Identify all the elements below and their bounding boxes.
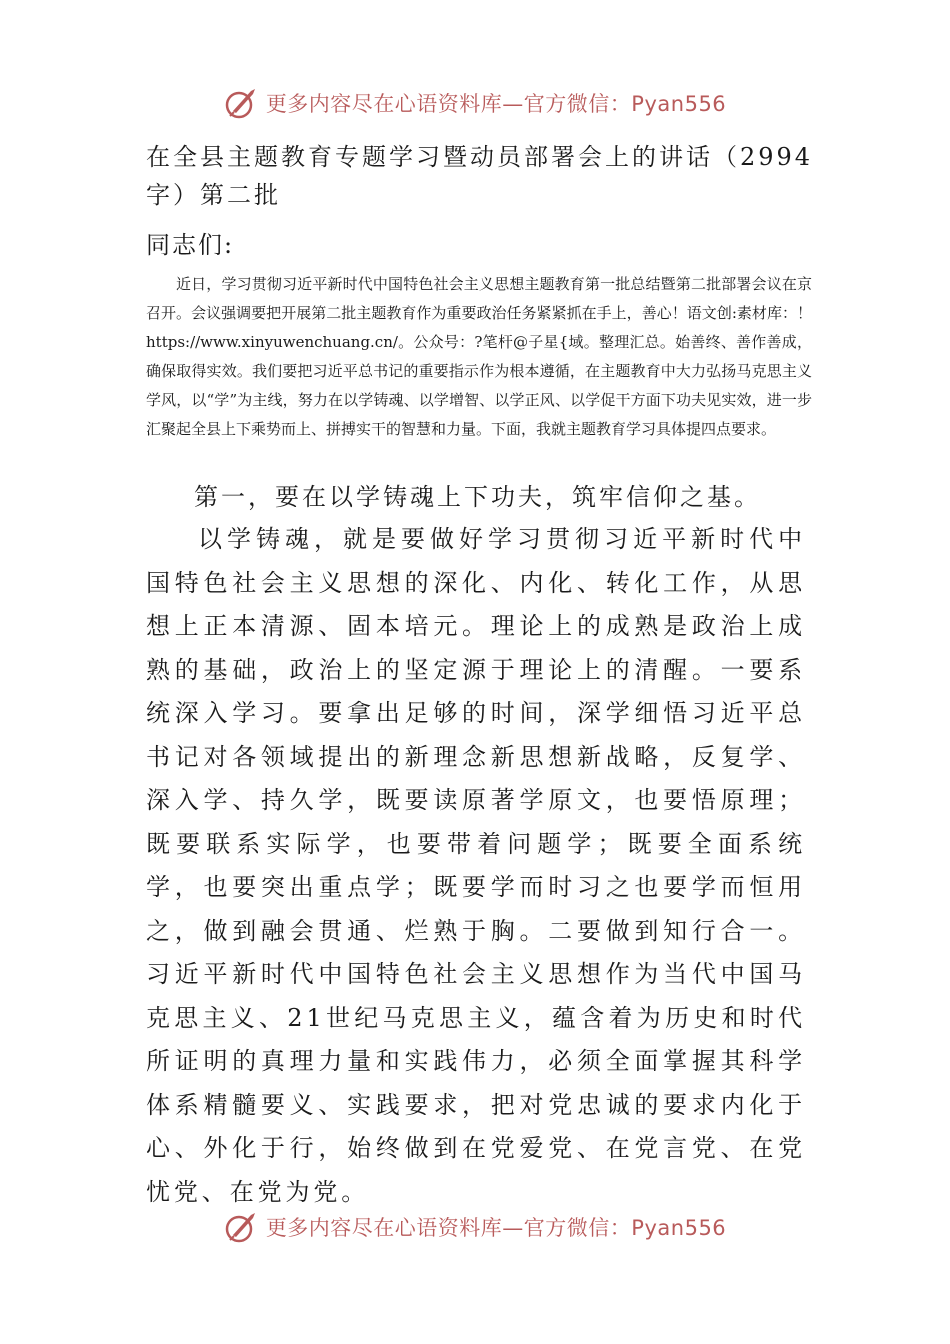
footer-banner [0, 1202, 950, 1252]
quill-pen-logo-icon [224, 85, 260, 121]
intro-paragraph: 近日，学习贯彻习近平新时代中国特色社会主义思想主题教育第一批总结暨第二批部署会议在京召开。会议强调要把开展第二批主题教育作为重要政治任务紧紧抓在手上，善心！语文创:素材库：！https://www.xinyuwenchuang.cn/。公众号：?笔杆@子星{域。整理汇总。始善终、善作善成，确保取得实效。我们要把习近平总书记的重要指示作为根本遵循，在主题教育中大力弘扬马克思主义学风，以“学”为主线，努力在以学铸魂、以学增智、以学正风、以学促干方面下功夫见实效，进一步汇聚起全县上下乘势而上、拼搏实干的智慧和力量。下面，我就主题教育学习具体提四点要求。 [146, 275, 812, 438]
header-banner [0, 78, 950, 128]
header-banner-text: 更多内容尽在心语资料库—官方微信：Pyan556 [265, 92, 727, 116]
footer-banner-text: 更多内容尽在心语资料库—官方微信：Pyan556 [265, 1216, 727, 1240]
document-title: 在全县主题教育专题学习暨动员部署会上的讲话（2994字）第二批 [146, 143, 814, 209]
body-paragraph: 以学铸魂，就是要做好学习贯彻习近平新时代中国特色社会主义思想的深化、内化、转化工作，从思想上正本清源、固本培元。理论上的成熟是政治上成熟的基础，政治上的坚定源于理论上的清醒。一要系统深入学习。要拿出足够的时间，深学细悟习近平总书记对各领域提出的新理念新思想新战略，反复学、深入学、持久学，既要读原著学原文，也要悟原理；既要联系实际学，也要带着问题学；既要全面系统学，也要突出重点学；既要学而时习之也要学而恒用之，做到融会贯通、烂熟于胸。二要做到知行合一。习近平新时代中国特色社会主义思想作为当代中国马克思主义、21世纪马克思主义，蕴含着为历史和时代所证明的真理力量和实践伟力，必须全面掌握其科学体系精髓要义、实践要求，把对党忠诚的要求内化于心、外化于行，始终做到在党爱党、在党言党、在党忧党、在党为党。 [146, 525, 806, 1206]
quill-pen-logo-icon [224, 1209, 260, 1245]
section-heading: 第一，要在以学铸魂上下功夫，筑牢信仰之基。 [194, 483, 761, 511]
greeting: 同志们: [146, 231, 235, 259]
